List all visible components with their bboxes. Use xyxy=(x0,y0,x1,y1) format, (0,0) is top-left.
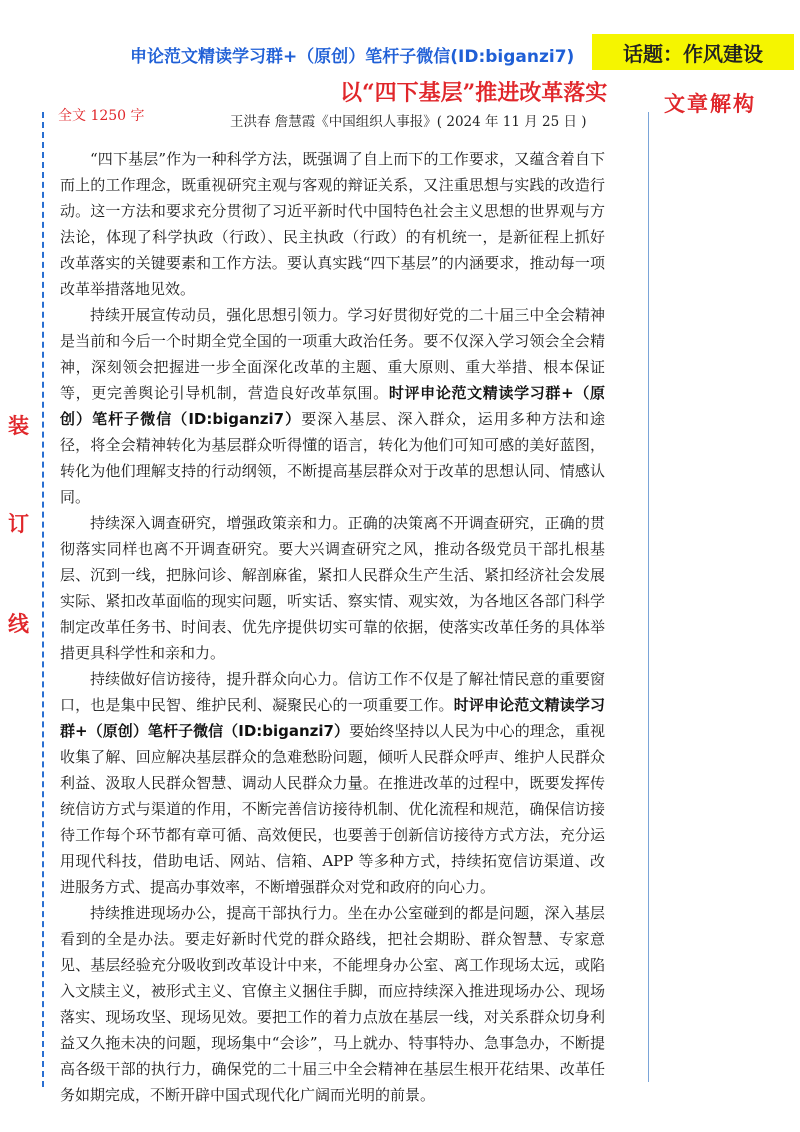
paragraph-text: “四下基层”作为一种科学方法，既强调了自上而下的工作要求，又蕴含着自下而上的工作理念，既重视研究主观与客观的辩证关系，又注重思想与实践的改造行动。这一方法和要求充分贯彻了习近平新时代中国特色社会主义思想的世界观与方法论，体现了科学执政（行政）、民主执政（行政）的有机统一，是新征程上抓好改革落实的关键要素和工作方法。要认真实践“四下基层”的内涵要求，推动每一项改革举措落地见效。 xyxy=(60,150,605,298)
paragraph-text: 持续做好信访接待，提升群众向心力。信访工作不仅是了解社情民意的重要窗口，也是集中民智、维护民利、凝聚民心的一项重要工作。 xyxy=(60,670,605,714)
paragraph-text: 持续深入调查研究，增强政策亲和力。正确的决策离不开调查研究，正确的贯彻落实同样也离不开调查研究。要大兴调查研究之风，推动各级党员干部扎根基层、沉到一线，把脉问诊、解剖麻雀，紧扣人民群众生产生活、紧扣经济社会发展实际、紧扣改革面临的现实问题，听实话、察实情、观实效，为各地区各部门科学制定改革任务书、时间表、优先序提供切实可靠的依据，使落实改革任务的具体举措更具科学性和亲和力。 xyxy=(60,514,605,662)
promo-text: 时评申论范文精读学习群+（原创）笔杆子微信（ID:biganzi7） xyxy=(60,696,605,740)
topic-label: 话题：作风建设 xyxy=(592,34,794,70)
article-body xyxy=(60,146,605,1108)
word-count: 全文 1250 字 xyxy=(58,108,145,124)
paragraph xyxy=(60,146,605,302)
paragraph-text: 要始终坚持以人民为中心的理念，重视收集了解、回应解决基层群众的急难愁盼问题，倾听人民群众呼声、维护人民群众利益、汲取人民群众智慧、调动人民群众力量。在推进改革的过程中，既要发挥传统信访方式与渠道的作用，不断完善信访接待机制、优化流程和规范，确保信访接待工作每个环节都有章可循、高效便民，也要善于创新信访接待方式方法，充分运用现代科技，借助电话、网站、信箱、APP 等多种方式，持续拓宽信访渠道、改进服务方式、提高办事效率，不断增强群众对党和政府的向心力。 xyxy=(60,722,605,896)
paragraph-text: 持续开展宣传动员，强化思想引领力。学习好贯彻好党的二十届三中全会精神是当前和今后一个时期全党全国的一项重大政治任务。要不仅深入学习领会全会精神，深刻领会把握进一步全面深化改革的主题、重大原则、重大举措、根本保证等，更完善舆论引导机制，营造良好改革氛围。 xyxy=(60,306,605,402)
promo-text: 时评申论范文精读学习群+（原创）笔杆子微信（ID:biganzi7） xyxy=(60,384,605,428)
paragraph xyxy=(60,302,605,510)
binding-char: 线 xyxy=(8,612,29,636)
binding-line xyxy=(42,112,44,1087)
paragraph xyxy=(60,900,605,1108)
paragraph-text: 持续推进现场办公，提高干部执行力。坐在办公室碰到的都是问题，深入基层看到的全是办法。要走好新时代党的群众路线，把社会期盼、群众智慧、专家意见、基层经验充分吸收到改革设计中来，不能埋身办公室、离工作现场太远，或陷入文牍主义，被形式主义、官僚主义捆住手脚，而应持续深入推进现场办公、现场落实、现场攻坚、现场见效。要把工作的着力点放在基层一线，对关系群众切身利益又久拖未决的问题，现场集中“会诊”，马上就办、特事特办、急事急办，不断提高各级干部的执行力，确保党的二十届三中全会精神在基层生根开花结果、改革任务如期完成，不断开辟中国式现代化广阔而光明的前景。 xyxy=(60,904,605,1104)
binding-char: 订 xyxy=(8,512,29,536)
paragraph-text: 要深入基层、深入群众，运用多种方法和途径，将全会精神转化为基层群众听得懂的语言，转化为他们可知可感的美好蓝图，转化为他们理解支持的行动纲领，不断提高基层群众对于改革的思想认同、情感认同。 xyxy=(60,410,605,506)
article-title: 以“四下基层”推进改革落实 xyxy=(340,80,608,106)
header-title: 申论范文精读学习群+（原创）笔杆子微信(ID:biganzi7) xyxy=(130,47,575,67)
margin-divider xyxy=(648,112,649,1082)
paragraph xyxy=(60,666,605,900)
structure-label: 文章解构 xyxy=(664,91,756,116)
byline: 王洪春 詹慧霞《中国组织人事报》( 2024 年 11 月 25 日 ) xyxy=(230,114,587,130)
paragraph xyxy=(60,510,605,666)
binding-char: 装 xyxy=(8,414,29,438)
